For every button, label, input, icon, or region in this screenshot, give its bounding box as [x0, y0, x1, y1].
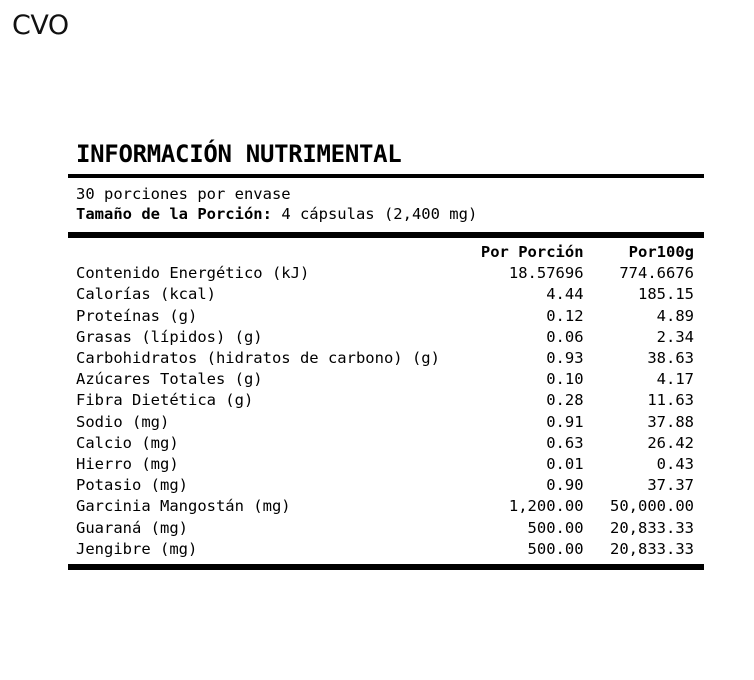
per-serving-value: 0.06	[546, 327, 584, 346]
serving-size-value: 4 cápsulas (2,400 mg)	[281, 205, 478, 223]
per-100g-value: 37.37	[647, 476, 694, 495]
nutrient-name: Fibra Dietética (g)	[76, 391, 254, 410]
nutrient-name: Garcinia Mangostán (mg)	[76, 497, 291, 516]
table-row	[68, 496, 704, 517]
table-row	[68, 327, 704, 348]
nutrient-name: Jengibre (mg)	[76, 539, 198, 558]
per-100g-value: 4.89	[656, 306, 694, 325]
nutrient-name: Sodio (mg)	[76, 412, 170, 431]
nutrient-name: Potasio (mg)	[76, 476, 188, 495]
nutrient-name: Hierro (mg)	[76, 455, 179, 474]
per-serving-value: 0.01	[546, 455, 584, 474]
per-100g-value: 50,000.00	[610, 497, 694, 516]
nutrient-name: Guaraná (mg)	[76, 518, 188, 537]
table-row	[68, 390, 704, 411]
per-serving-value: 0.91	[546, 412, 584, 431]
column-header-per-100g: Por100g	[628, 243, 694, 261]
table-row	[68, 348, 704, 369]
panel-title: INFORMACIÓN NUTRIMENTAL	[76, 140, 402, 168]
table-row	[68, 539, 704, 564]
nutrient-name: Azúcares Totales (g)	[76, 370, 263, 389]
per-100g-value: 2.34	[656, 327, 694, 346]
per-serving-value: 0.12	[546, 306, 584, 325]
nutrient-name: Proteínas (g)	[76, 306, 198, 325]
per-100g-value: 11.63	[647, 391, 694, 410]
per-100g-value: 185.15	[638, 285, 694, 304]
brand-logo: CVO	[12, 10, 69, 41]
nutrition-table	[68, 238, 704, 564]
per-100g-value: 4.17	[656, 370, 694, 389]
table-row	[68, 263, 704, 284]
per-serving-value: 0.63	[546, 433, 584, 452]
table-row	[68, 518, 704, 539]
table-row	[68, 475, 704, 496]
table-row	[68, 284, 704, 305]
per-100g-value: 37.88	[647, 412, 694, 431]
table-row	[68, 369, 704, 390]
table-row	[68, 433, 704, 454]
per-serving-value: 0.93	[546, 349, 584, 368]
per-100g-value: 0.43	[656, 455, 694, 474]
serving-info	[68, 178, 704, 232]
servings-per-container: 30 porciones por envase	[76, 185, 291, 203]
per-serving-value: 1,200.00	[508, 497, 584, 516]
per-serving-value: 0.28	[546, 391, 584, 410]
per-serving-value: 0.10	[546, 370, 584, 389]
serving-size	[76, 204, 704, 224]
nutrient-name: Carbohidratos (hidratos de carbono) (g)	[76, 349, 440, 368]
per-serving-value: 18.57696	[508, 264, 584, 283]
per-serving-value: 500.00	[527, 518, 584, 537]
per-100g-value: 20,833.33	[610, 539, 694, 558]
per-serving-value: 500.00	[527, 539, 584, 558]
table-row	[68, 412, 704, 433]
per-100g-value: 38.63	[647, 349, 694, 368]
nutrient-name: Contenido Energético (kJ)	[76, 264, 310, 283]
table-header-row	[68, 238, 704, 263]
nutrient-name: Calorías (kcal)	[76, 285, 216, 304]
table-row	[68, 306, 704, 327]
per-serving-value: 0.90	[546, 476, 584, 495]
per-100g-value: 20,833.33	[610, 518, 694, 537]
nutrient-name: Grasas (lípidos) (g)	[76, 327, 263, 346]
per-100g-value: 26.42	[647, 433, 694, 452]
serving-size-label: Tamaño de la Porción:	[76, 205, 272, 223]
nutrition-facts-panel	[68, 138, 704, 570]
column-header-per-serving: Por Porción	[480, 243, 584, 261]
table-row	[68, 454, 704, 475]
nutrient-name: Calcio (mg)	[76, 433, 179, 452]
column-header-nutrient	[68, 238, 472, 263]
per-100g-value: 774.6676	[619, 264, 694, 283]
per-serving-value: 4.44	[546, 285, 584, 304]
bottom-divider	[68, 564, 704, 570]
